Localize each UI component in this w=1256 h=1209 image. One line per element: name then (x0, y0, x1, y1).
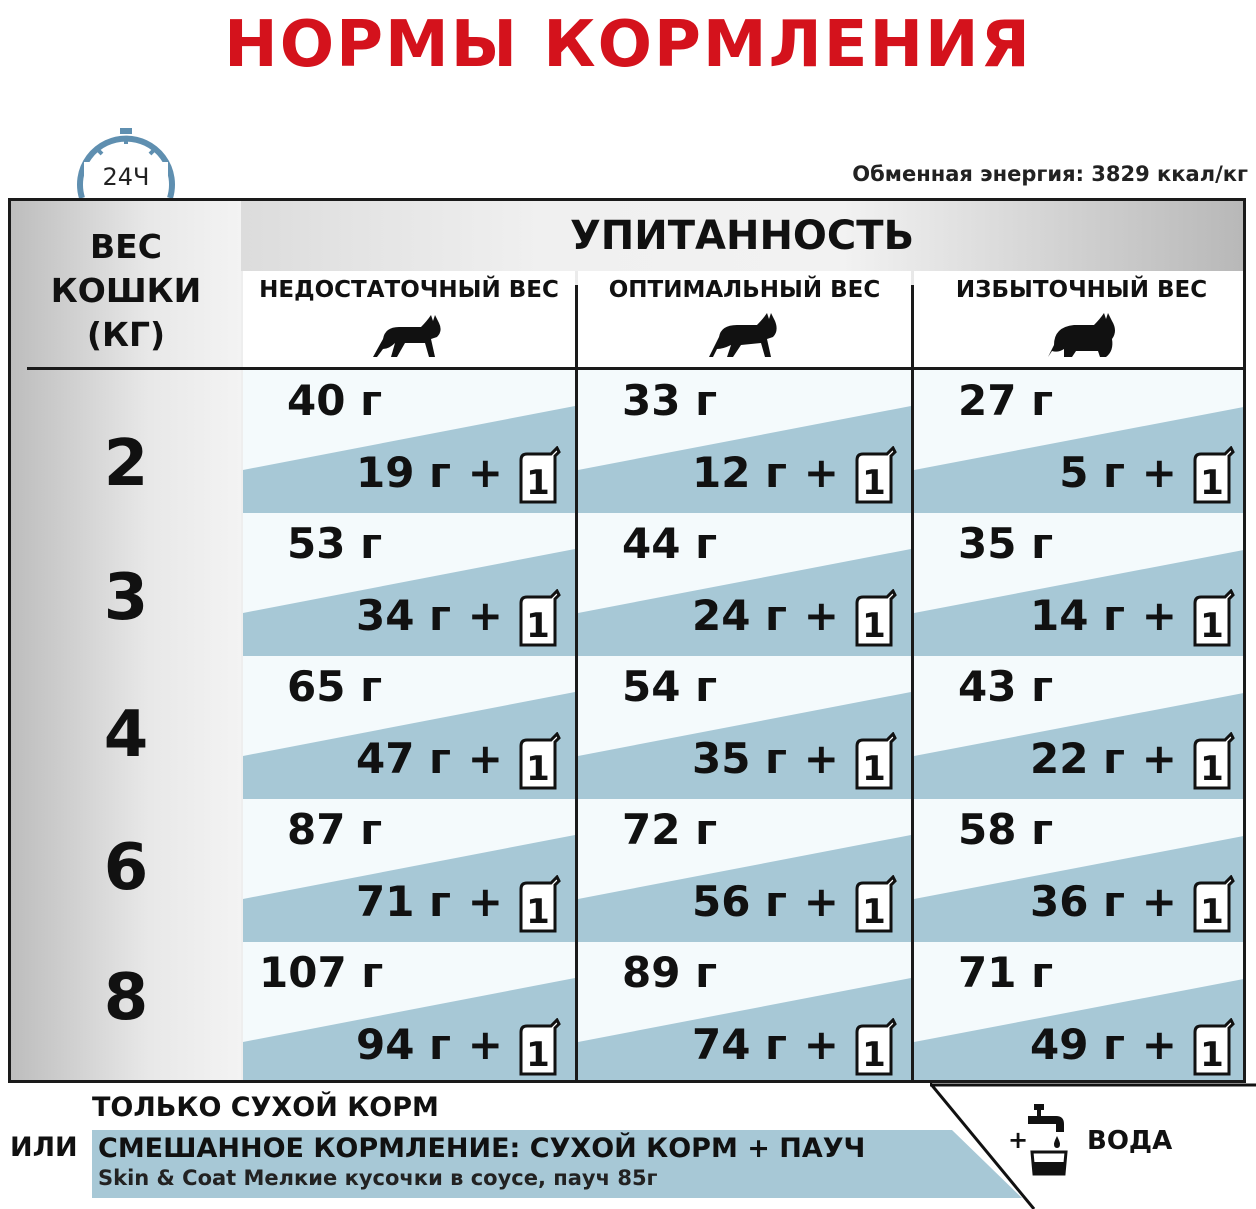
pouch-icon (853, 589, 897, 647)
dry-food-amount: 65 г (287, 662, 383, 711)
row-weight: 8 (103, 961, 149, 1035)
dry-food-amount: 40 г (287, 376, 383, 425)
mixed-dry-amount: 71 г (355, 877, 451, 926)
pouch-icon (1191, 446, 1235, 504)
feeding-table (8, 198, 1246, 1083)
feeding-cell (243, 513, 575, 656)
dry-food-amount: 71 г (958, 948, 1054, 997)
pouch-icon (517, 1018, 561, 1076)
svg-text:1: 1 (862, 1035, 886, 1075)
plus-sign: + (1141, 591, 1177, 640)
mixed-dry-amount: 34 г (355, 591, 451, 640)
pouch-icon (1191, 1018, 1235, 1076)
feeding-cell (578, 370, 911, 513)
pouch-icon (853, 1018, 897, 1076)
condition-label: НЕДОСТАТОЧНЫЙ ВЕС (259, 277, 559, 303)
plus-sign: + (1141, 734, 1177, 783)
condition-header-overweight (914, 271, 1246, 367)
legend-or: ИЛИ (10, 1132, 78, 1163)
pouch-icon (517, 446, 561, 504)
mixed-dry-amount: 74 г (691, 1020, 787, 1069)
row-weight: 2 (103, 427, 149, 501)
fat-cat-icon (1042, 309, 1122, 361)
feeding-cell (914, 942, 1246, 1083)
mixed-dry-amount: 24 г (691, 591, 787, 640)
svg-text:1: 1 (862, 892, 886, 932)
feeding-cell (578, 942, 911, 1083)
feeding-cell (914, 799, 1246, 942)
mixed-dry-amount: 12 г (691, 448, 787, 497)
row-weight: 3 (103, 561, 149, 635)
svg-text:1: 1 (526, 749, 550, 789)
condition-label: ИЗБЫТОЧНЫЙ ВЕС (955, 277, 1208, 303)
legend-mixed-feeding: СМЕШАННОЕ КОРМЛЕНИЕ: СУХОЙ КОРМ + ПАУЧ (98, 1133, 866, 1164)
condition-label: ОПТИМАЛЬНЫЙ ВЕС (608, 277, 881, 303)
mixed-dry-amount: 94 г (355, 1020, 451, 1069)
feeding-cell (243, 942, 575, 1083)
row-weight: 6 (103, 831, 149, 905)
dry-food-amount: 53 г (287, 519, 383, 568)
pouch-icon (517, 589, 561, 647)
plus-sign: + (803, 448, 839, 497)
legend-product: Skin & Coat Мелкие кусочки в соусе, пауч 85г (98, 1166, 658, 1190)
pouch-icon (1191, 875, 1235, 933)
water-label: ВОДА (1087, 1126, 1173, 1156)
plus-sign: + (467, 734, 503, 783)
pouch-icon (853, 446, 897, 504)
mixed-dry-amount: 56 г (691, 877, 787, 926)
svg-text:1: 1 (1200, 1035, 1224, 1075)
weight-header-line-2: КОШКИ (50, 271, 202, 310)
column-divider (911, 285, 914, 1083)
svg-text:1: 1 (862, 463, 886, 503)
mixed-dry-amount: 36 г (1029, 877, 1125, 926)
weight-header-line-1: ВЕС (90, 227, 162, 266)
feeding-cell (914, 656, 1246, 799)
feeding-cell (578, 799, 911, 942)
plus-sign: + (1141, 448, 1177, 497)
weight-header (11, 225, 241, 357)
weight-header-line-3: (КГ) (86, 315, 166, 354)
clock-label: 24Ч (84, 162, 168, 192)
plus-sign: + (467, 448, 503, 497)
feeding-cell (243, 370, 575, 513)
mixed-dry-amount: 47 г (355, 734, 451, 783)
mixed-dry-amount: 35 г (691, 734, 787, 783)
dry-food-amount: 58 г (958, 805, 1054, 854)
dry-food-amount: 27 г (958, 376, 1054, 425)
feeding-cell (578, 513, 911, 656)
pouch-icon (1191, 732, 1235, 790)
svg-text:1: 1 (526, 892, 550, 932)
dry-food-amount: 54 г (622, 662, 718, 711)
dry-food-amount: 107 г (259, 948, 384, 997)
dry-food-amount: 72 г (622, 805, 718, 854)
plus-sign: + (803, 877, 839, 926)
mixed-dry-amount: 19 г (355, 448, 451, 497)
pouch-icon (517, 732, 561, 790)
feeding-cell (914, 513, 1246, 656)
pouch-icon (853, 732, 897, 790)
water-plus: + (1008, 1126, 1029, 1154)
plus-sign: + (467, 591, 503, 640)
mixed-dry-amount: 5 г (1059, 448, 1125, 497)
nutrition-header: УПИТАННОСТЬ (569, 213, 915, 259)
pouch-icon (1191, 589, 1235, 647)
svg-text:1: 1 (862, 606, 886, 646)
normal-cat-icon (705, 309, 785, 361)
svg-text:1: 1 (1200, 892, 1224, 932)
legend-dry-only: ТОЛЬКО СУХОЙ КОРМ (92, 1092, 439, 1123)
plus-sign: + (467, 877, 503, 926)
svg-text:1: 1 (526, 606, 550, 646)
dry-food-amount: 44 г (622, 519, 718, 568)
svg-text:1: 1 (526, 463, 550, 503)
energy-note: Обменная энергия: 3829 ккал/кг (852, 162, 1248, 186)
svg-text:1: 1 (862, 749, 886, 789)
plus-sign: + (1141, 877, 1177, 926)
svg-text:1: 1 (1200, 463, 1224, 503)
feeding-cell (243, 656, 575, 799)
page-title: НОРМЫ КОРМЛЕНИЯ (224, 8, 1032, 82)
plus-sign: + (803, 591, 839, 640)
row-weight: 4 (103, 698, 149, 772)
svg-text:1: 1 (1200, 606, 1224, 646)
feeding-cell (578, 656, 911, 799)
plus-sign: + (803, 734, 839, 783)
dry-food-amount: 43 г (958, 662, 1054, 711)
dry-food-amount: 33 г (622, 376, 718, 425)
water-tap-icon (1026, 1102, 1072, 1176)
dry-food-amount: 87 г (287, 805, 383, 854)
plus-sign: + (467, 1020, 503, 1069)
pouch-icon (517, 875, 561, 933)
condition-header-optimal (578, 271, 911, 367)
svg-text:1: 1 (1200, 749, 1224, 789)
mixed-dry-amount: 14 г (1029, 591, 1125, 640)
svg-text:1: 1 (526, 1035, 550, 1075)
mixed-dry-amount: 49 г (1029, 1020, 1125, 1069)
feeding-cell (243, 799, 575, 942)
dry-food-amount: 35 г (958, 519, 1054, 568)
plus-sign: + (803, 1020, 839, 1069)
plus-sign: + (1141, 1020, 1177, 1069)
column-divider (575, 285, 578, 1083)
thin-cat-icon (369, 309, 449, 361)
dry-food-amount: 89 г (622, 948, 718, 997)
feeding-cell (914, 370, 1246, 513)
mixed-dry-amount: 22 г (1029, 734, 1125, 783)
condition-header-underweight (243, 271, 575, 367)
pouch-icon (853, 875, 897, 933)
